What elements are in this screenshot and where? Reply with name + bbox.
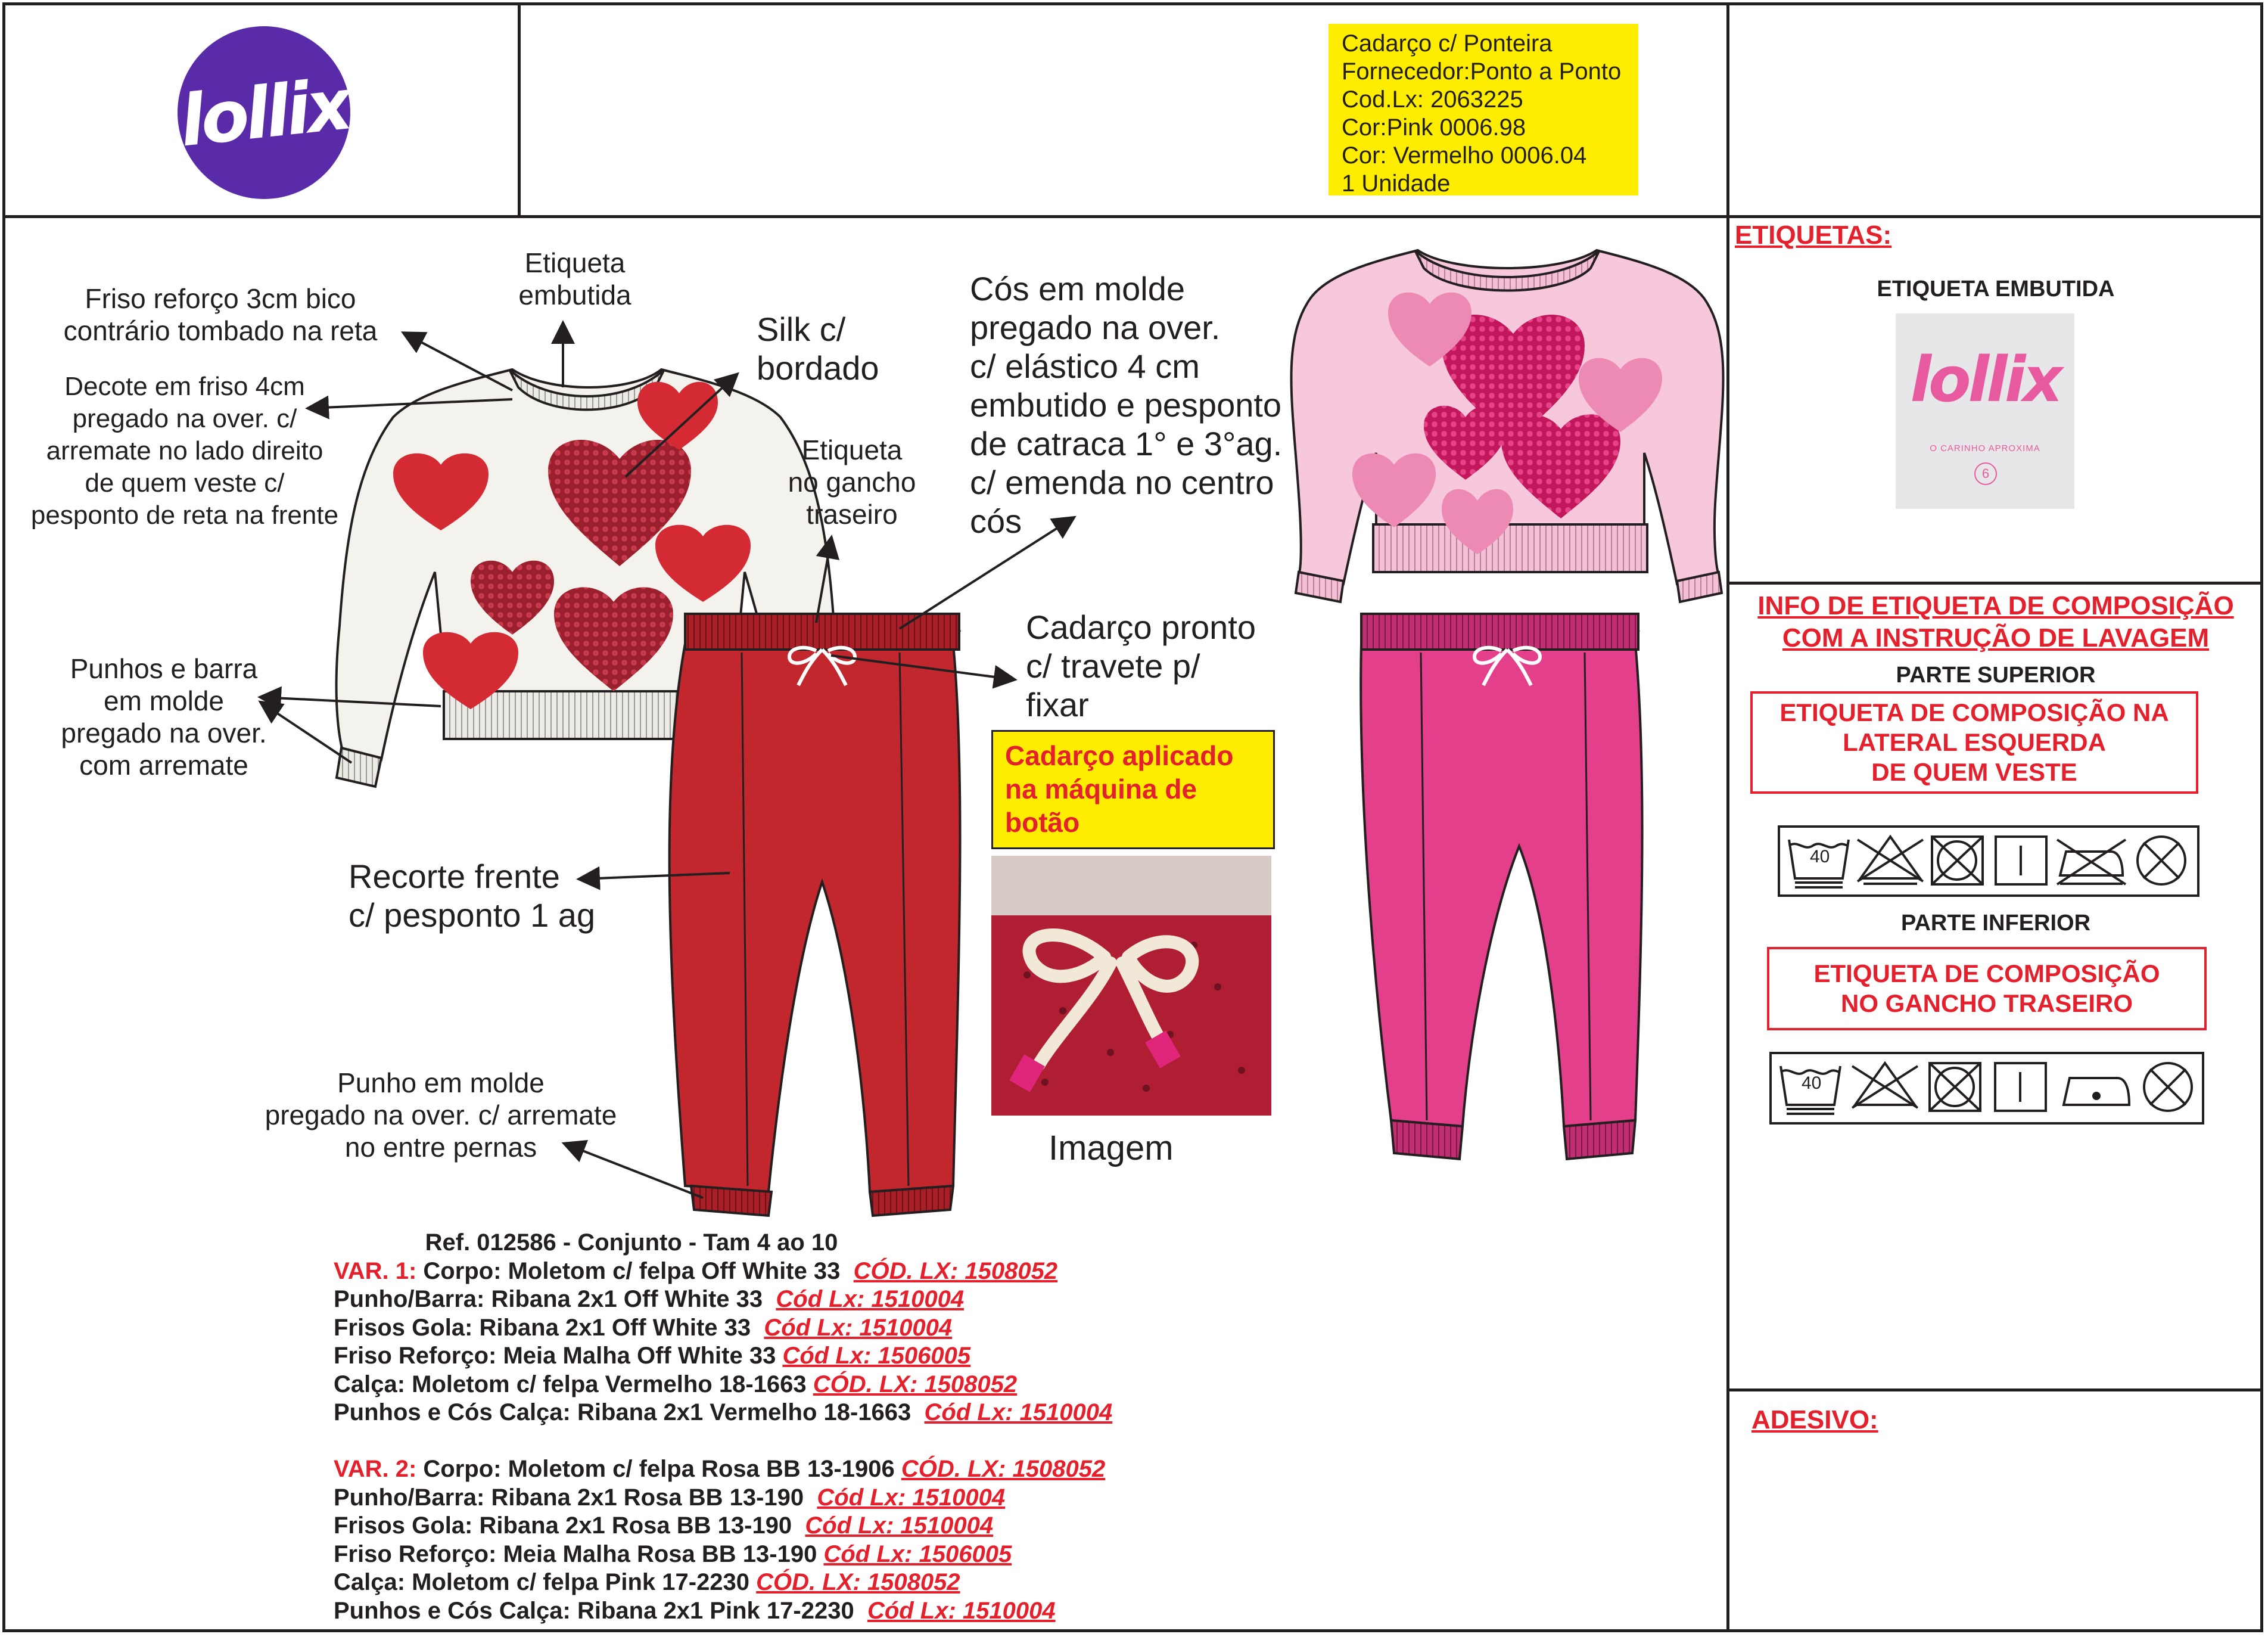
spec-code: CÓD. LX: 1508052 (756, 1569, 960, 1595)
image-caption: Imagem (1049, 1129, 1174, 1167)
right-panel-divider-2 (1726, 1389, 2263, 1391)
cadarco-aplicado-note: Cadarço aplicado na máquina de botão (991, 730, 1275, 849)
spec-code: CÓD. LX: 1508052 (853, 1257, 1058, 1284)
drawstring-photo (991, 856, 1271, 1116)
spec-item: Punhos e Cós Calça: Ribana 2x1 Vermelho 18-1663 (334, 1399, 911, 1425)
callout-decote: Decote em friso 4cm pregado na over. c/ arremate no lado direito de quem veste c/ pesponto de reta na frente (30, 372, 339, 530)
brand-label-sample (1896, 313, 2074, 509)
callout-punhos-barra: Punhos e barra em molde pregado na over. com arremate (61, 653, 267, 781)
spec-list (334, 1229, 1113, 1625)
right-panel-divider (1726, 2, 1729, 1632)
label-size-badge: 6 (1974, 462, 1997, 485)
spec-item: Frisos Gola: Ribana 2x1 Off White 33 (334, 1314, 751, 1341)
right-panel-divider-1 (1726, 582, 2263, 585)
spec-code: Cód Lx: 1510004 (817, 1484, 1006, 1511)
callout-etiqueta-embutida: Etiqueta embutida (518, 247, 631, 310)
trim-line: Fornecedor:Ponto a Ponto (1342, 58, 1622, 85)
trim-line: Cor: Vermelho 0006.04 (1342, 142, 1587, 169)
parte-superior-title: PARTE SUPERIOR (1896, 663, 2096, 688)
spec-code: CÓD. LX: 1508052 (901, 1456, 1106, 1482)
spec-item: Punho/Barra: Ribana 2x1 Off White 33 (334, 1286, 763, 1312)
spec-ref: Ref. 012586 - Conjunto - Tam 4 ao 10 (425, 1229, 838, 1256)
spec-item: Corpo: Moletom c/ felpa Rosa BB 13-1906 (423, 1456, 895, 1482)
parte-inferior-title: PARTE INFERIOR (1900, 911, 2091, 936)
callout-silk: Silk c/ bordado (757, 310, 879, 387)
brand-logo: lollix (178, 26, 350, 199)
label-tagline: O CARINHO APROXIMA (1930, 443, 2040, 453)
care-symbols-superior (1778, 825, 2199, 897)
spec-code: Cód Lx: 1510004 (776, 1286, 965, 1312)
spec-code: Cód Lx: 1506005 (782, 1343, 971, 1369)
spec-item: Friso Reforço: Meia Malha Off White 33 (334, 1343, 776, 1369)
label-logo-text: lollix (1910, 343, 2060, 416)
spec-code: Cód Lx: 1510004 (805, 1512, 994, 1539)
inferior-label-box: ETIQUETA DE COMPOSIÇÃO NO GANCHO TRASEIRO (1767, 947, 2207, 1030)
spec-item: Punho/Barra: Ribana 2x1 Rosa BB 13-190 (334, 1484, 804, 1511)
var2-label: VAR. 2: (334, 1456, 417, 1482)
spec-item: Corpo: Moletom c/ felpa Off White 33 (423, 1257, 841, 1284)
wash-temp: 40 (1810, 847, 1830, 866)
care-symbols-inferior (1769, 1052, 2204, 1125)
info-etiqueta-title: INFO DE ETIQUETA DE COMPOSIÇÃO COM A INSTRUÇÃO DE LAVAGEM (1757, 591, 2234, 653)
trim-line: 1 Unidade (1342, 170, 1451, 197)
callout-punho-molde: Punho em molde pregado na over. c/ arremate no entre pernas (265, 1067, 617, 1163)
callout-cos: Cós em molde pregado na over. c/ elástico 4 cm embutido e pesponto de catraca 1° e 3°ag. c/ emenda no centro cós (970, 270, 1283, 540)
spec-code: Cód Lx: 1506005 (823, 1540, 1012, 1567)
trim-line: Cod.Lx: 2063225 (1342, 86, 1523, 113)
wash-temp: 40 (1802, 1073, 1822, 1093)
trim-line: Cor:Pink 0006.98 (1342, 114, 1526, 141)
spec-item: Punhos e Cós Calça: Ribana 2x1 Pink 17-2230 (334, 1597, 854, 1624)
callout-etiqueta-gancho: Etiqueta no gancho traseiro (788, 434, 916, 530)
spec-code: Cód Lx: 1510004 (764, 1314, 953, 1341)
superior-label-box: ETIQUETA DE COMPOSIÇÃO NA LATERAL ESQUERDA DE QUEM VESTE (1750, 691, 2198, 794)
spec-item: Friso Reforço: Meia Malha Rosa BB 13-190 (334, 1540, 817, 1567)
spec-code: Cód Lx: 1510004 (924, 1399, 1113, 1425)
spec-code: CÓD. LX: 1508052 (813, 1371, 1018, 1397)
adesivo-title: ADESIVO: (1751, 1405, 1878, 1434)
pants-red (670, 614, 960, 1216)
spec-code: Cód Lx: 1510004 (867, 1597, 1056, 1624)
etiqueta-embutida-title: ETIQUETA EMBUTIDA (1877, 277, 2115, 302)
var1-label: VAR. 1: (334, 1257, 417, 1284)
callout-recorte-frente: Recorte frente c/ pesponto 1 ag (349, 858, 596, 934)
callout-cadarco-pronto: Cadarço pronto c/ travete p/ fixar (1026, 608, 1256, 723)
spec-item: Frisos Gola: Ribana 2x1 Rosa BB 13-190 (334, 1512, 792, 1539)
etiquetas-title: ETIQUETAS: (1735, 220, 1892, 250)
pants-pink (1361, 614, 1642, 1159)
callout-friso-reforco: Friso reforço 3cm bico contrário tombado na reta (63, 283, 378, 346)
trim-line: Cadarço c/ Ponteira (1342, 30, 1553, 57)
spec-item: Calça: Moletom c/ felpa Vermelho 18-1663 (334, 1371, 807, 1397)
spec-item: Calça: Moletom c/ felpa Pink 17-2230 (334, 1569, 750, 1595)
